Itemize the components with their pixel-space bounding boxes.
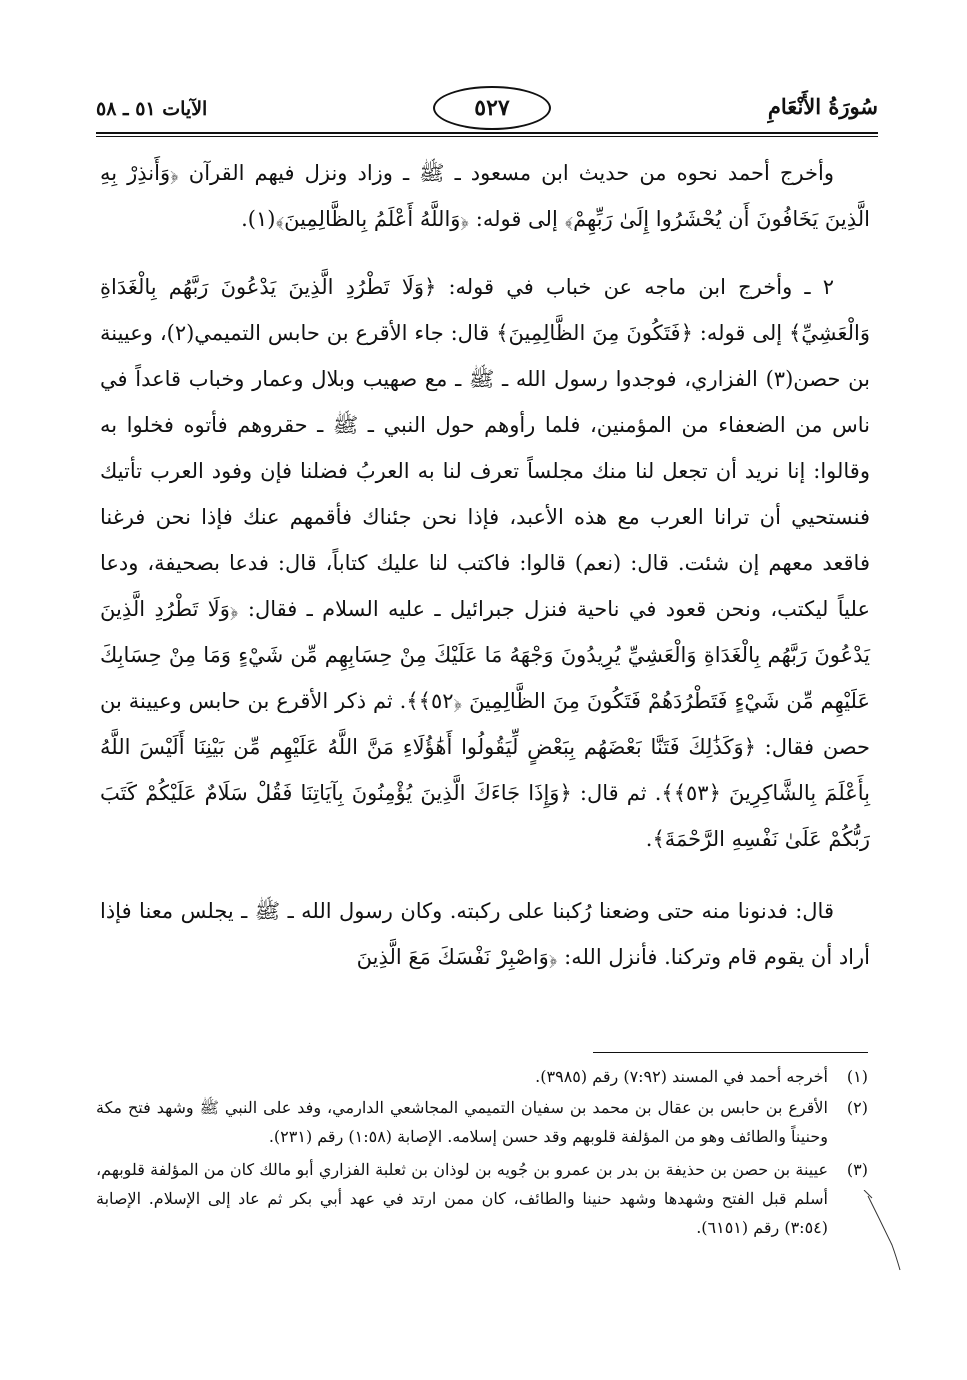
page-number: ٥٢٧ — [433, 86, 551, 130]
surah-title: سُورَةُ الأَنْعَامِ — [767, 94, 878, 119]
margin-pen-mark-icon — [862, 1190, 902, 1280]
footnote — [96, 1093, 868, 1151]
footnote — [96, 1155, 868, 1242]
header-rule-thin — [96, 136, 878, 137]
footnote — [96, 1062, 868, 1091]
footnote-number: (٣) — [846, 1160, 868, 1179]
paragraph: قال: فدنونا منه حتى وضعنا رُكبنا على ركبته. وكان رسول الله ـ ﷺ ـ يجلس معنا فإذا أراد أن يقوم قام وتركنا. فأنزل الله: ﴿وَاصْبِرْ نَفْسَكَ مَعَ الَّذِينَ — [100, 899, 870, 969]
footnote-separator — [593, 1052, 868, 1053]
footnote-number: (١) — [846, 1067, 868, 1086]
footnote-text: الأقرع بن حابس بن عقال بن محمد بن سفيان التميمي المجاشعي الدارمي، وفد على النبي ﷺ وشهد فتح مكة وحنيناً والطائف وهو من المؤلفة قلوبهم وقد حسن إسلامه. الإصابة (١:٥٨) رقم (٢٣١). — [96, 1098, 828, 1146]
paragraph: وأخرج أحمد نحوه من حديث ابن مسعود ـ ﷺ ـ وزاد ونزل فيهم القرآن ﴿وَأَنذِرْ بِهِ الَّذِينَ يَخَافُونَ أَن يُحْشَرُوا إِلَىٰ رَبِّهِمْ﴾ إلى قوله: ﴿وَاللَّهُ أَعْلَمُ بِالظَّالِمِينَ﴾(١). — [100, 161, 870, 231]
ayat-range: الآيات ٥١ ـ ٥٨ — [96, 98, 208, 120]
footnote-text: أخرجه أحمد في المسند (٧:٩٢) رقم (٣٩٨٥). — [535, 1067, 828, 1086]
paragraph: ٢ ـ وأخرج ابن ماجه عن خباب في قوله: ﴿وَلَا تَطْرُدِ الَّذِينَ يَدْعُونَ رَبَّهُم بِالْغَدَاةِ وَالْعَشِيِّ﴾ إلى قوله: ﴿فَتَكُونَ مِنَ الظَّالِمِينَ﴾ قال: جاء الأقرع بن حابس التميمي(٢)، وعيينة بن حصن(٣) الفزاري، فوجدوا رسول الله ـ ﷺ ـ مع صهيب وبلال وعمار وخباب قاعداً في ناس من الضعفاء من المؤمنين، فلما رأوهم حول النبي ـ ﷺ ـ حقروهم فأتوه فخلوا به وقالوا: إنا نريد أن تجعل لنا منك مجلساً تعرف لنا به العربُ فضلنا فإن وفود العرب تأتيك فنستحيي أن ترانا العرب مع هذه الأعبد، فإذا نحن جئناك فأقمهم عنك فإذا نحن فرغنا فاقعد معهم إن شئت. قال: (نعم) قالوا: فاكتب لنا عليك كتاباً، قال: فدعا بصحيفة، ودعا علياً ليكتب، ونحن قعود في ناحية فنزل جبرائيل ـ عليه السلام ـ فقال: ﴿وَلَا تَطْرُدِ الَّذِينَ يَدْعُونَ رَبَّهُم بِالْغَدَاةِ وَالْعَشِيِّ يُرِيدُونَ وَجْهَهُ مَا عَلَيْكَ مِنْ حِسَابِهِم مِّن شَيْءٍ وَمَا مِنْ حِسَابِكَ عَلَيْهِم مِّن شَيْءٍ فَتَطْرُدَهُمْ فَتَكُونَ مِنَ الظَّالِمِينَ ﴿٥٢﴾﴾. ثم ذكر الأقرع بن حابس وعيينة بن حصن فقال: ﴿وَكَذَٰلِكَ فَتَنَّا بَعْضَهُم بِبَعْضٍ لِّيَقُولُوا أَهَٰؤُلَاءِ مَنَّ اللَّهُ عَلَيْهِم مِّن بَيْنِنَا أَلَيْسَ اللَّهُ بِأَعْلَمَ بِالشَّاكِرِينَ ﴿٥٣﴾﴾. ثم قال: ﴿وَإِذَا جَاءَكَ الَّذِينَ يُؤْمِنُونَ بِآيَاتِنَا فَقُلْ سَلَامٌ عَلَيْكُمْ كَتَبَ رَبُّكُمْ عَلَىٰ نَفْسِهِ الرَّحْمَةَ﴾. — [100, 275, 871, 851]
page-header — [96, 86, 878, 134]
header-rule — [96, 132, 878, 134]
main-text — [100, 150, 870, 1006]
footnotes — [96, 1062, 868, 1244]
footnote-text: عيينة بن حصن بن حذيفة بن بدر بن عمرو بن جُويه بن لوذان بن ثعلبة الفزاري أبو مالك كان من المؤلفة قلوبهم، أسلم قبل الفتح وشهدها وشهد حنينا والطائف، كان ممن ارتد في عهد أبي بكر ثم عاد إلى الإسلام. الإصابة (٣:٥٤) رقم (٦١٥١). — [96, 1160, 828, 1237]
footnote-number: (٢) — [846, 1098, 868, 1117]
